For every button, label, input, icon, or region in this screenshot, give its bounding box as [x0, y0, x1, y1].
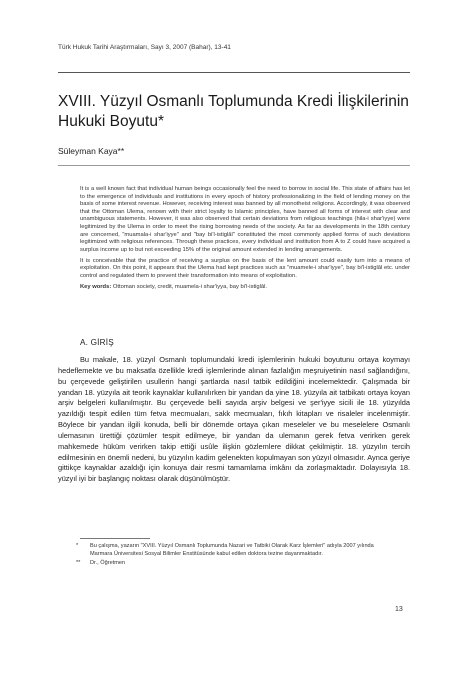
section-heading: A. GİRİŞ [80, 338, 114, 347]
footnote-text: Bu çalışma, yazarın "XVIII. Yüzyıl Osmanlı Toplumunda Nazari ve Tatbiki Olarak Karz İşlemleri" adıyla 2007 yılında Marmara Üniversitesi Sosyal Bilimler Enstitüsünde kabul edilen doktora tezine dayanmaktadır. [90, 543, 374, 557]
abstract-paragraph: It is a well known fact that individual human beings occasionally feel the need to borrow in social life. This state of affairs has let to the emergence of individuals and institutions in every epoch of history professionalizing in the field of lending money on the basis of some interest revenue. However, receiving interest was banned by all monotheist religions. Accordingly, it was observed that the Ottoman Ulema, renown with their strict loyalty to Islamic principles, have banned all forms of interest with clear and unambiguous statements. However, it was also observed that certain deviations from religious teachings (hila-i shar'iyye) were legitimized by the Ulema in order to meet the rising borrowing needs of the society. As far as developments in the 18th century are concerned, "muamala-i shar'iyye" and "bay bi'l-istiglâl" constituted the most commonly applied forms of such deviations legitimized with religious references. Through these practices, every individual and institution from A to Z could have acquired a surplus income up to but not exceeding 15% of the original amount extended in lending arrangements. [80, 186, 410, 253]
footnote-divider [80, 538, 150, 539]
footnote [76, 543, 396, 559]
journal-running-header: Türk Hukuk Tarihi Araştırmaları, Sayı 3, 2007 (Bahar), 13-41 [58, 44, 231, 51]
footnote-mark: ** [76, 559, 81, 566]
author-divider [58, 165, 410, 166]
abstract [80, 186, 410, 295]
body-paragraph: Bu makale, 18. yüzyıl Osmanlı toplumundaki kredi işlemlerinin hukuki boyutunu ortaya koymayı hedeflemekte ve bu maksatla özellikle kredi işlemlerinde alınan fazlalığın meşruiyetinin nasıl sağlandığını, bu çerçevede geliştirilen usullerin hangi şartlarda nasıl tatbik edildiğini incelemektedir. Çalışmada bir yandan 18. yüzyıla ait teorik kaynaklar kullanılırken bir yandan da yine 18. yüzyıla ait tatbikatı ortaya koyan arşiv belgeleri kullanılmıştır. Bu çerçevede belli sayıda arşiv belgesi ve şer'iyye sicili ile 18. yüzyılda yazıldığı tespit edilen tüm fetva mecmuaları, sakk mecmuaları, fıkıh kitapları ve risaleler incelenmiştir. Böylece bir yandan ilgili konuda, belli bir dönemde ortaya çıkan meseleler ve bu meselelere Osmanlı ulemasının ürettiği çözümler tespit edilmeye, bir yandan da ulemanın gerek fetva verirken gerek mahkemede hüküm verirken takip ettiği usûle ilişkin gözlemlere dikkat çekilmiştir. 18. yüzyılın tercih edilmesinin en önemli nedeni, bu yüzyılın kadim gelenekten kopulmayan son yüzyıl olmasıdır. Aynca geriye gittikçe kaynaklar azaldığı için konuya dair resmi tamamlama imkânı da zorlaşmaktadır. Dolayısıyla 18. yüzyıl iyi bir başlangıç noktası olarak düşünülmüştür. [58, 355, 410, 484]
abstract-paragraph: It is conceivable that the practice of receiving a surplus on the basis of the lent amount could easily turn into a means of exploitation. On this point, it appears that the Ulema had kept practices such as "muamele-i shar'iyye", bay bi'l-istiglâl etc. under control and regulated them to prevent their transformation into means of exploitation. [80, 257, 410, 280]
keywords-line [80, 284, 410, 292]
keywords-label: Key words: [80, 284, 112, 291]
header-divider [58, 72, 410, 73]
footnotes [76, 543, 396, 568]
footnote-text: Dr., Öğretmen [90, 559, 126, 566]
page-number: 13 [395, 606, 403, 613]
footnote [76, 560, 396, 568]
article-title: XVIII. Yüzyıl Osmanlı Toplumunda Kredi İlişkilerinin Hukuki Boyutu* [58, 93, 409, 130]
footnote-mark: * [76, 543, 79, 549]
keywords-list: Ottoman society, credit, muamela-i shar'iyya, bay bi'l-istiglâl. [111, 284, 268, 291]
article-author: Süleyman Kaya** [58, 146, 125, 156]
